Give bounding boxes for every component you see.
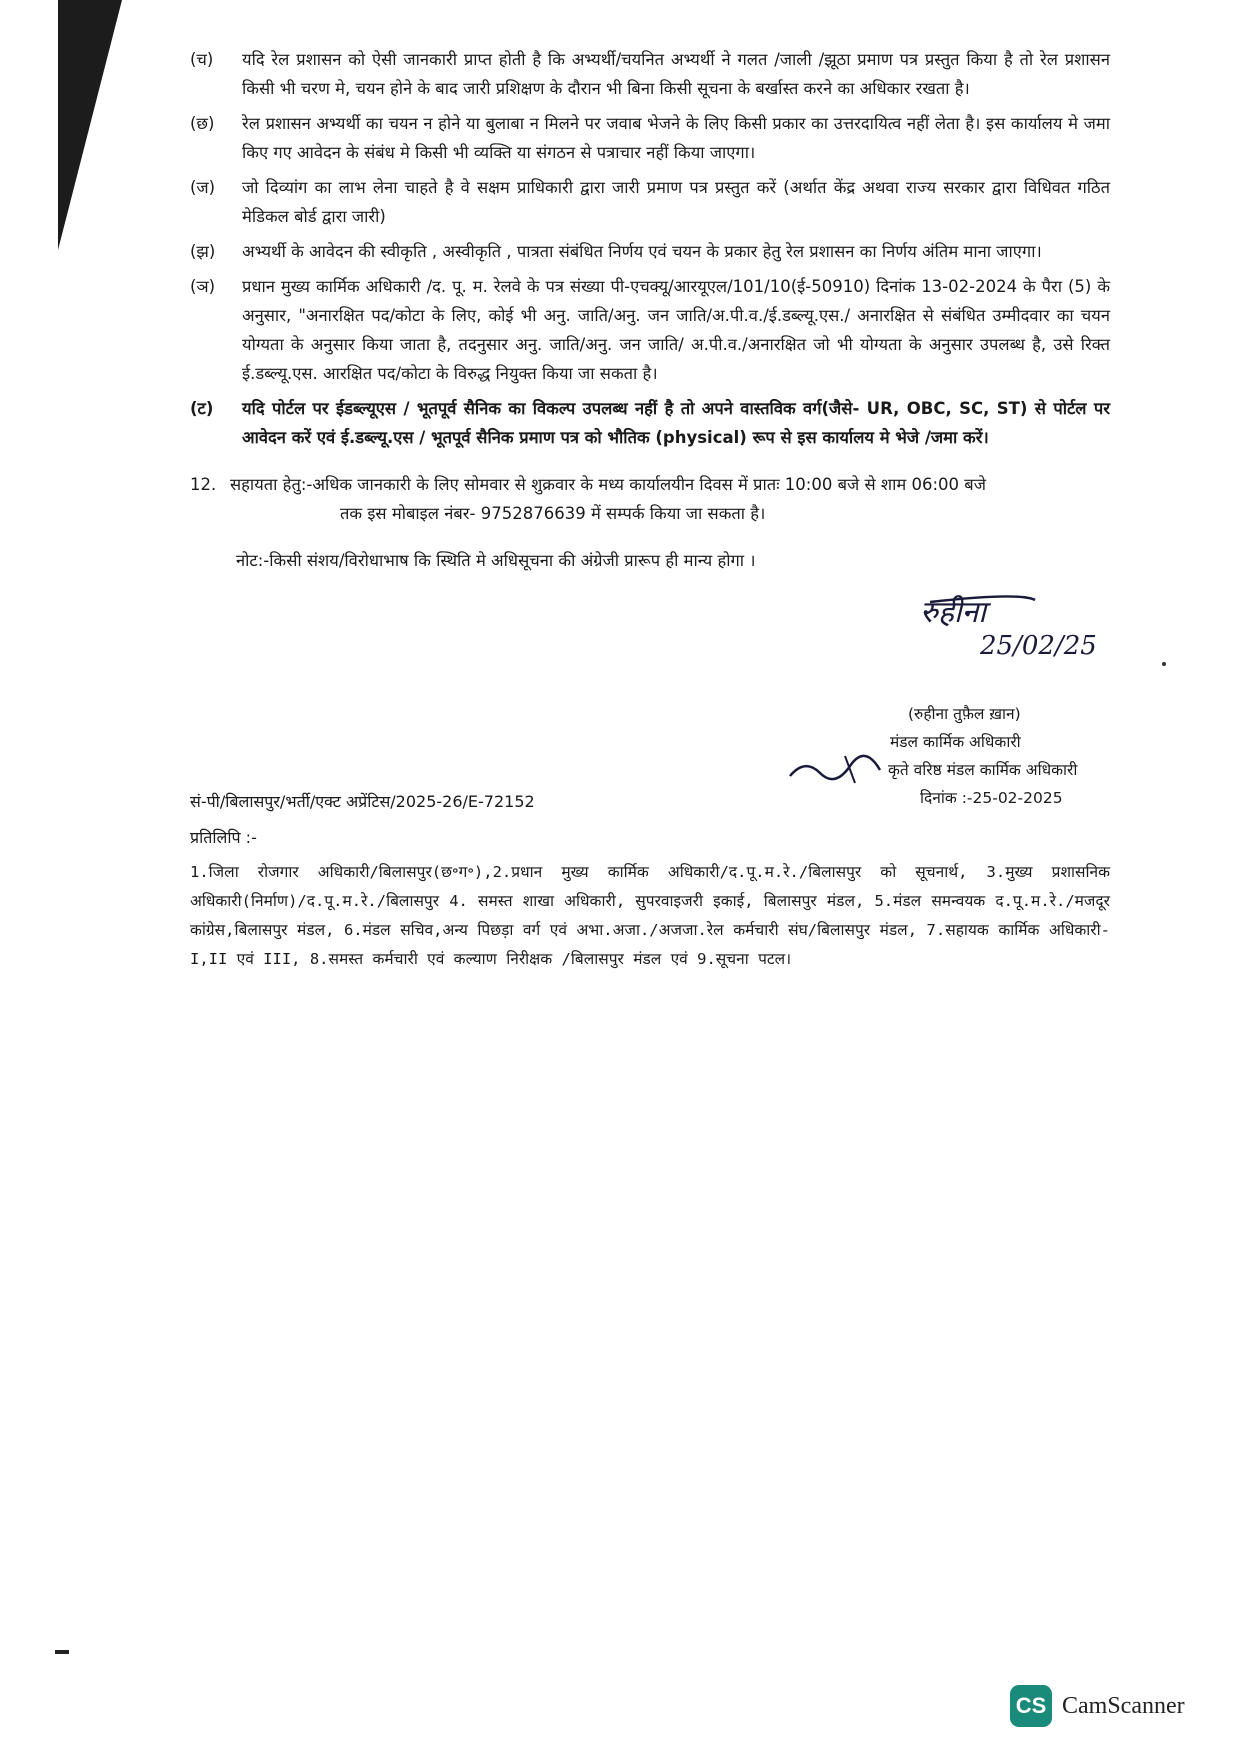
clause-text: रेल प्रशासन अभ्यर्थी का चयन न होने या बुलाबा न मिलने पर जवाब भेजने के लिए किसी प्रकार का उत्तरदायित्व नहीं लेता है। इस कार्यालय मे जमा किए गए आवेदन के संबंध मे किसी भी व्यक्ति या संगठन से पत्राचार नहीं किया जाएगा। [242, 114, 1110, 162]
signatory-designation: मंडल कार्मिक अधिकारी [890, 733, 1021, 751]
clause-marker: (ट) [190, 399, 214, 418]
clause-ja [190, 173, 1110, 231]
clause-chha [190, 109, 1110, 167]
notice-body [190, 45, 1110, 575]
camscanner-label: CamScanner [1062, 1692, 1185, 1719]
copy-distribution-list: 1.जिला रोजगार अधिकारी/बिलासपुर(छ॰ग॰),2.प्रधान मुख्य कार्मिक अधिकारी/द.पू.म.रे./बिलासपुर को सूचनार्थ, 3.मुख्य प्रशासनिक अधिकारी(निर्माण)/द.पू.म.रे./बिलासपुर 4. समस्त शाखा अधिकारी, सुपरवाइजरी इकाई, बिलासपुर मंडल, 5.मंडल समन्वयक द.पू.म.रे./मजदूर कांग्रेस,बिलासपुर मंडल, 6.मंडल सचिव,अन्य पिछड़ा वर्ग एवं अभा.अजा./अजजा.रेल कर्मचारी संघ/बिलासपुर मंडल, 7.सहायक कार्मिक अधिकारी-I,II एवं III, 8.समस्त कर्मचारी एवं कल्याण निरीक्षक /बिलासपुर मंडल एवं 9.सूचना पटल। [190, 863, 1110, 968]
clause-text: जो दिव्यांग का लाभ लेना चाहते है वे सक्षम प्राधिकारी द्वारा जारी प्रमाण पत्र प्रस्तुत करें (अर्थात केंद्र अथवा राज्य सरकार द्वारा विधिवत गठित मेडिकल बोर्ड द्वारा जारी) [242, 178, 1110, 226]
camscanner-watermark [1010, 1685, 1185, 1727]
camscanner-logo-icon: CS [1010, 1685, 1052, 1727]
help-section [190, 470, 1110, 528]
clause-text: यदि पोर्टल पर ईडब्ल्यूएस / भूतपूर्व सैनिक का विकल्प उपलब्ध नहीं है तो अपने वास्तविक वर्ग(जैसे- UR, OBC, SC, ST) से पोर्टल पर आवेदन करें एवं ई.डब्ल्यू.एस / भूतपूर्व सैनिक प्रमाण पत्र को भौतिक (physical) रूप से इस कार्यालय मे भेजे /जमा करें। [242, 399, 1110, 447]
clause-text: अभ्यर्थी के आवेदन की स्वीकृति , अस्वीकृति , पात्रता संबंधित निर्णय एवं चयन के प्रकार हेतु रेल प्रशासन का निर्णय अंतिम माना जाएगा। [242, 242, 1042, 261]
signature-block [860, 590, 1160, 812]
note: नोट:-किसी संशय/विरोधाभाष कि स्थिति मे अधिसूचना की अंग्रेजी प्रारूप ही मान्य होगा । [236, 551, 756, 570]
signature-date: दिनांक :-25-02-2025 [920, 789, 1063, 807]
scan-edge-mark [55, 1650, 69, 1654]
clause-ta [190, 394, 1110, 452]
clause-cha [190, 45, 1110, 103]
clause-text: प्रधान मुख्य कार्मिक अधिकारी /द. पू. म. रेलवे के पत्र संख्या पी-एचक्यू/आरयूएल/101/10(ई-50910) दिनांक 13-02-2024 के पैरा (5) के अनुसार, "अनारक्षित पद/कोटा के लिए, कोई भी अनु. जाति/अनु. जन जाति/अ.पी.व./ई.डब्ल्यू.एस./ अनारक्षित से संबंधित उम्मीदवार का चयन योग्यता के अनुसार किया जाता है, तदनुसार अनु. जाति/अनु. जन जाति/ अ.पी.व./अनारक्षित जो भी योग्यता के अनुसार उपलब्ध है, उसे रिक्त ई.डब्ल्यू.एस. आरक्षित पद/कोटा के विरुद्ध नियुक्त किया जा सकता है। [242, 277, 1110, 383]
clause-marker: (ज) [190, 178, 216, 197]
initial-scribble [785, 748, 895, 788]
help-line-1: सहायता हेतु:-अधिक जानकारी के लिए सोमवार से शुक्रवार के मध्य कार्यालयीन दिवस में प्रातः 10:00 बजे से शाम 06:00 बजे [230, 475, 986, 494]
clause-text: यदि रेल प्रशासन को ऐसी जानकारी प्राप्त होती है कि अभ्यर्थी/चयनित अभ्यर्थी ने गलत /जाली /झूठा प्रमाण पत्र प्रस्तुत किया है तो रेल प्रशासन किसी भी चरण मे, चयन होने के बाद जारी प्रशिक्षण के दौरान भी बिना किसी सूचना के बर्खास्त करने का अधिकार रखता है। [242, 50, 1110, 98]
signature-name-script: रुहीना [920, 595, 987, 630]
signature-date-script: 25/02/25 [980, 631, 1097, 661]
signatory-on-behalf: कृते वरिष्ठ मंडल कार्मिक अधिकारी [888, 761, 1078, 779]
clause-jha [190, 237, 1110, 266]
clause-marker: (छ) [190, 114, 215, 133]
help-number: 12. [190, 475, 217, 494]
clause-marker: (च) [190, 50, 214, 69]
scan-dot [1162, 662, 1166, 666]
help-line-2: तक इस मोबाइल नंबर- 9752876639 में सम्पर्क किया जा सकता है। [340, 504, 766, 523]
reference-number: सं-पी/बिलासपुर/भर्ती/एक्ट अप्रेंटिस/2025-26/E-72152 [190, 792, 535, 811]
clause-nya [190, 272, 1110, 388]
signatory-name: (रुहीना तुफ़ैल ख़ान) [908, 705, 1021, 723]
copy-label: प्रतिलिपि :- [190, 828, 257, 847]
clause-marker: (ञ) [190, 277, 216, 296]
clause-marker: (झ) [190, 242, 216, 261]
